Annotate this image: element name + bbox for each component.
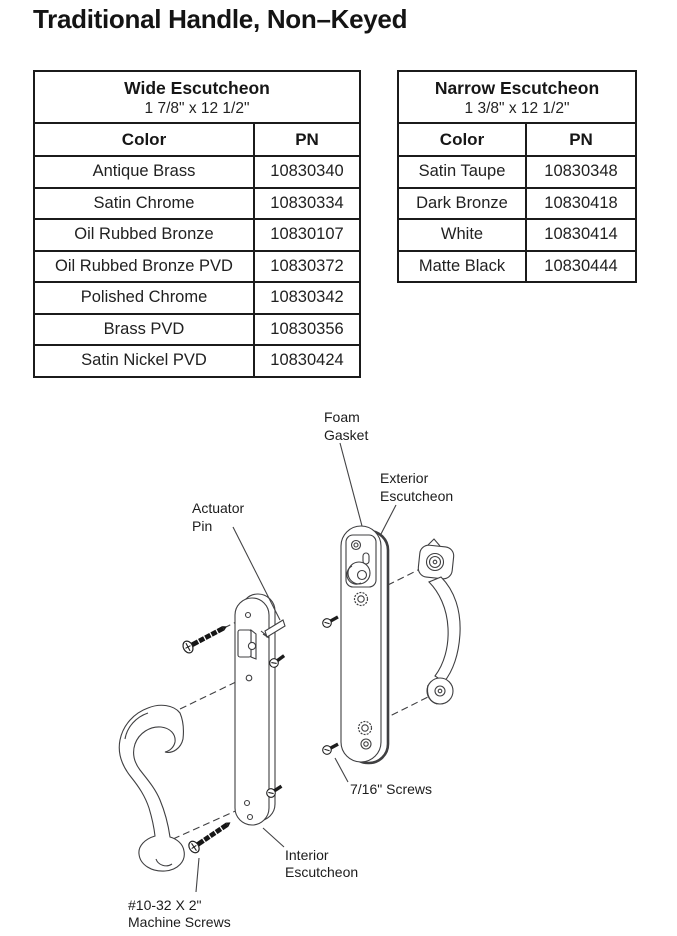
table-row bbox=[34, 156, 360, 188]
color-cell: Satin Taupe bbox=[398, 156, 526, 188]
color-cell: Matte Black bbox=[398, 251, 526, 283]
foam-gasket-label: Gasket bbox=[324, 427, 369, 443]
machine-screws-label: Machine Screws bbox=[128, 914, 231, 930]
table-title-cell bbox=[398, 71, 636, 123]
pn-cell: 10830342 bbox=[254, 282, 360, 314]
color-cell: Polished Chrome bbox=[34, 282, 254, 314]
column-header-pn: PN bbox=[526, 123, 636, 156]
table-title: Wide Escutcheon bbox=[124, 77, 270, 98]
table-header-row bbox=[398, 123, 636, 156]
machine-screw-bottom bbox=[187, 817, 234, 854]
exterior-escutcheon-label: Escutcheon bbox=[380, 488, 454, 504]
table-row bbox=[34, 314, 360, 346]
pn-cell: 10830414 bbox=[526, 219, 636, 251]
table-row bbox=[34, 251, 360, 283]
table-row bbox=[34, 345, 360, 377]
table-title: Narrow Escutcheon bbox=[434, 77, 600, 98]
screw-hole bbox=[361, 739, 371, 749]
table-subtitle: 1 3/8" x 12 1/2" bbox=[464, 99, 570, 117]
pn-cell: 10830372 bbox=[254, 251, 360, 283]
short-screw bbox=[321, 740, 340, 755]
page-title: Traditional Handle, Non–Keyed bbox=[33, 4, 408, 34]
exterior-handle bbox=[417, 539, 460, 704]
table-row bbox=[398, 188, 636, 220]
machine-screw-top bbox=[181, 621, 230, 655]
exterior-escutcheon-label: Exterior bbox=[380, 470, 429, 486]
actuator-pin-label: Pin bbox=[192, 518, 213, 534]
table-row bbox=[34, 219, 360, 251]
716-screws-label: 7/16" Screws bbox=[350, 781, 433, 797]
table-row bbox=[398, 156, 636, 188]
pn-cell: 10830424 bbox=[254, 345, 360, 377]
screw-hole bbox=[246, 613, 251, 618]
table-row bbox=[398, 219, 636, 251]
thumb-latch-slider bbox=[238, 630, 256, 659]
pn-cell: 10830348 bbox=[526, 156, 636, 188]
wide-escutcheon-table bbox=[33, 70, 361, 378]
color-cell: Satin Chrome bbox=[34, 188, 254, 220]
column-header-color: Color bbox=[398, 123, 526, 156]
color-cell: Oil Rubbed Bronze bbox=[34, 219, 254, 251]
table-header-row bbox=[34, 123, 360, 156]
pn-cell: 10830340 bbox=[254, 156, 360, 188]
table-title-row bbox=[34, 71, 360, 123]
narrow-escutcheon-table bbox=[397, 70, 637, 283]
exploded-assembly-diagram bbox=[90, 395, 490, 936]
screw-hole bbox=[246, 675, 252, 681]
column-header-color: Color bbox=[34, 123, 254, 156]
color-cell: White bbox=[398, 219, 526, 251]
table-title-cell bbox=[34, 71, 360, 123]
foam-gasket-label: Foam bbox=[324, 409, 360, 425]
color-cell: Oil Rubbed Bronze PVD bbox=[34, 251, 254, 283]
machine-screws-label: #10-32 X 2" bbox=[128, 897, 202, 913]
table-title-row bbox=[398, 71, 636, 123]
color-cell: Satin Nickel PVD bbox=[34, 345, 254, 377]
color-cell: Dark Bronze bbox=[398, 188, 526, 220]
table-row bbox=[34, 282, 360, 314]
pn-cell: 10830334 bbox=[254, 188, 360, 220]
color-cell: Brass PVD bbox=[34, 314, 254, 346]
pn-cell: 10830444 bbox=[526, 251, 636, 283]
exterior-escutcheon-plate bbox=[341, 526, 381, 762]
table-row bbox=[398, 251, 636, 283]
screw-hole bbox=[352, 541, 361, 550]
pn-cell: 10830418 bbox=[526, 188, 636, 220]
interior-handle bbox=[119, 705, 184, 871]
screw-hole bbox=[245, 801, 250, 806]
short-screw bbox=[321, 613, 340, 629]
table-subtitle: 1 7/8" x 12 1/2" bbox=[144, 99, 250, 117]
pn-cell: 10830107 bbox=[254, 219, 360, 251]
screw-hole bbox=[248, 815, 253, 820]
screw-boss bbox=[359, 722, 372, 735]
interior-escutcheon-label: Interior bbox=[285, 847, 329, 863]
column-header-pn: PN bbox=[254, 123, 360, 156]
color-cell: Antique Brass bbox=[34, 156, 254, 188]
actuator-pin-label: Actuator bbox=[192, 500, 245, 516]
interior-escutcheon-label: Escutcheon bbox=[285, 864, 359, 880]
pn-cell: 10830356 bbox=[254, 314, 360, 346]
table-row bbox=[34, 188, 360, 220]
screw-boss bbox=[355, 593, 368, 606]
alignment-dashed-lines bbox=[173, 569, 428, 839]
latch-slot bbox=[363, 553, 369, 564]
spec-tables bbox=[33, 70, 637, 378]
